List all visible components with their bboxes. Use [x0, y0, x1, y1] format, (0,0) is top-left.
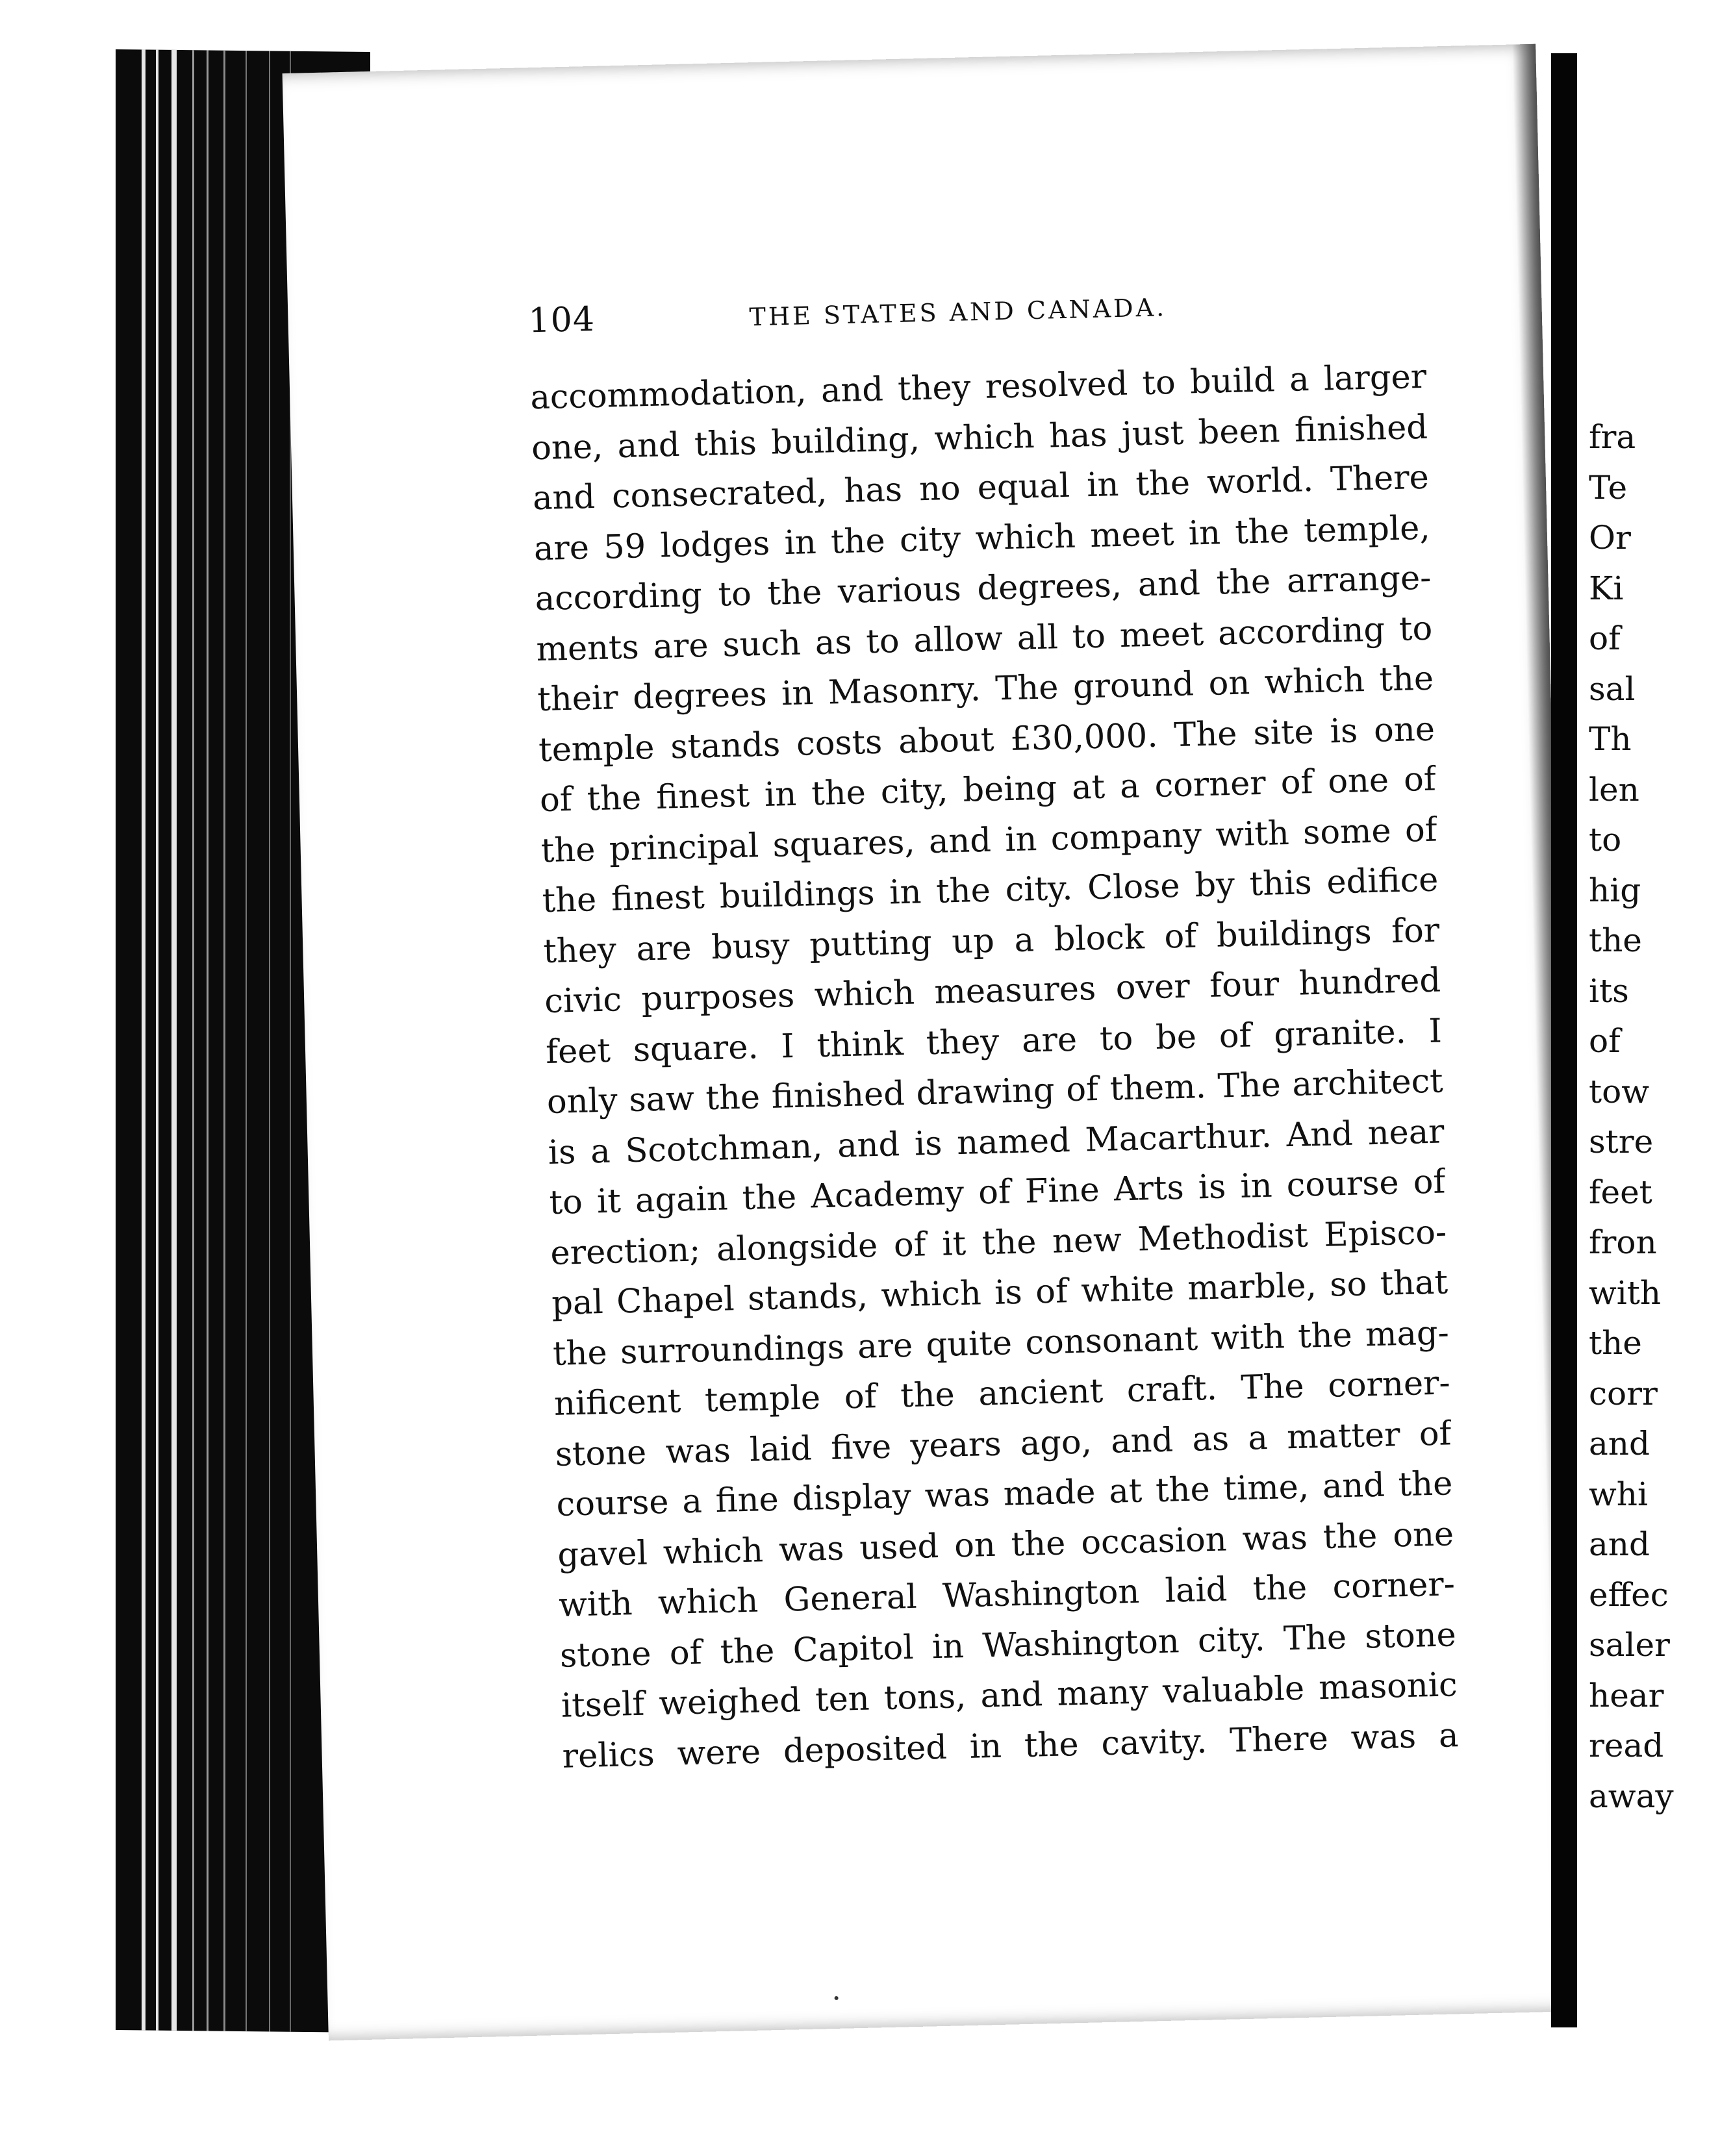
facing-text-fragment: Te: [1589, 468, 1628, 507]
text-line: pal Chapel stands, which is of white marble, so that: [551, 1263, 1448, 1323]
page-edge-line: [269, 51, 270, 2031]
facing-text-fragment: Ki: [1589, 569, 1624, 607]
facing-text-fragment: effec: [1589, 1575, 1669, 1614]
facing-page-edge: [1577, 58, 1720, 2013]
facing-text-fragment: to: [1589, 821, 1622, 859]
body-text: [530, 352, 1460, 1782]
scan-speck: [835, 1996, 839, 2000]
facing-text-fragment: fron: [1589, 1223, 1657, 1261]
page-edge-line: [207, 50, 209, 2031]
text-line: ments are such as to allow all to meet according to: [535, 609, 1433, 669]
facing-text-fragment: and: [1589, 1425, 1650, 1462]
facing-text-fragment: read: [1589, 1727, 1664, 1764]
facing-text-fragment: of: [1589, 1022, 1621, 1060]
text-line: according to the various degrees, and the arrange-: [535, 558, 1432, 619]
facing-text-fragment: whi: [1589, 1475, 1648, 1513]
page-edge-line: [223, 51, 225, 2031]
text-line: one, and this building, which has just been finished: [531, 408, 1428, 468]
facing-page-text: [1589, 412, 1719, 1822]
facing-text-fragment: its: [1589, 971, 1629, 1010]
facing-text-fragment: away: [1589, 1777, 1674, 1815]
text-line: relics were deposited in the cavity. There was a: [562, 1716, 1460, 1776]
facing-text-fragment: hig: [1589, 871, 1641, 909]
page-edge-line: [156, 50, 158, 2031]
facing-text-fragment: stre: [1589, 1123, 1654, 1160]
facing-text-fragment: saler: [1589, 1626, 1670, 1664]
running-head-title: THE STATES AND CANADA.: [749, 293, 1167, 332]
facing-text-fragment: Th: [1589, 720, 1632, 758]
text-line: stone was laid five years ago, and as a matter of: [555, 1414, 1452, 1474]
facing-text-fragment: corr: [1589, 1374, 1658, 1412]
facing-text-fragment: tow: [1589, 1072, 1649, 1110]
spine-shadow: [1551, 53, 1577, 2027]
text-line: and consecrated, has no equal in the world. There: [532, 458, 1430, 518]
facing-text-fragment: with: [1589, 1273, 1662, 1312]
page-number: 104: [527, 299, 596, 341]
text-line: itself weighed ten tons, and many valuable masonic: [561, 1666, 1458, 1725]
facing-text-fragment: feet: [1589, 1173, 1652, 1211]
text-line: only saw the finished drawing of them. The architect: [546, 1062, 1444, 1122]
facing-text-fragment: fra: [1589, 418, 1636, 456]
text-line: accommodation, and they resolved to build a larger: [529, 357, 1427, 418]
running-head: [528, 281, 1426, 353]
text-line: to it again the Academy of Fine Arts is in course of: [548, 1162, 1446, 1222]
text-line: of the finest in the city, being at a corner of one of: [539, 760, 1437, 820]
page-edge-line: [142, 49, 145, 2030]
facing-text-fragment: sal: [1589, 670, 1636, 708]
text-line: with which General Washington laid the corner-: [558, 1565, 1456, 1625]
facing-text-fragment: the: [1589, 1324, 1642, 1362]
text-line: course a fine display was made at the time, and the: [555, 1464, 1453, 1524]
text-line: are 59 lodges in the city which meet in the temple,: [533, 508, 1431, 568]
page-edge-line: [246, 51, 247, 2031]
facing-text-fragment: the: [1589, 921, 1642, 959]
text-line: stone of the Capitol in Washington city. The stone: [559, 1615, 1457, 1675]
facing-text-fragment: and: [1589, 1525, 1650, 1563]
text-line: they are busy putting up a block of buildings for: [542, 911, 1440, 971]
page-edge-line: [192, 50, 194, 2031]
text-line: their degrees in Masonry. The ground on which the: [537, 659, 1434, 720]
book-page-104: [283, 44, 1582, 2041]
text-line: the finest buildings in the city. Close by this edifice: [542, 860, 1439, 921]
text-line: gavel which was used on the occasion was the one: [557, 1514, 1454, 1575]
facing-text-fragment: of: [1589, 620, 1621, 657]
text-line: is a Scotchman, and is named Macarthur. And near: [548, 1112, 1445, 1172]
facing-text-fragment: len: [1589, 770, 1639, 808]
text-line: the principal squares, and in company with some of: [540, 810, 1438, 870]
text-line: temple stands costs about £30,000. The site is one: [538, 710, 1435, 770]
page-edge-line: [171, 50, 177, 2031]
facing-text-fragment: hear: [1589, 1676, 1664, 1714]
text-line: feet square. I think they are to be of granite. I: [545, 1012, 1443, 1072]
text-line: the surroundings are quite consonant with the mag-: [552, 1313, 1450, 1373]
text-line: erection; alongside of it the new Methodist Episco-: [550, 1212, 1447, 1273]
text-line: civic purposes which measures over four hundred: [544, 961, 1441, 1022]
text-line: nificent temple of the ancient craft. The corner-: [553, 1364, 1451, 1423]
facing-text-fragment: Or: [1589, 519, 1631, 557]
